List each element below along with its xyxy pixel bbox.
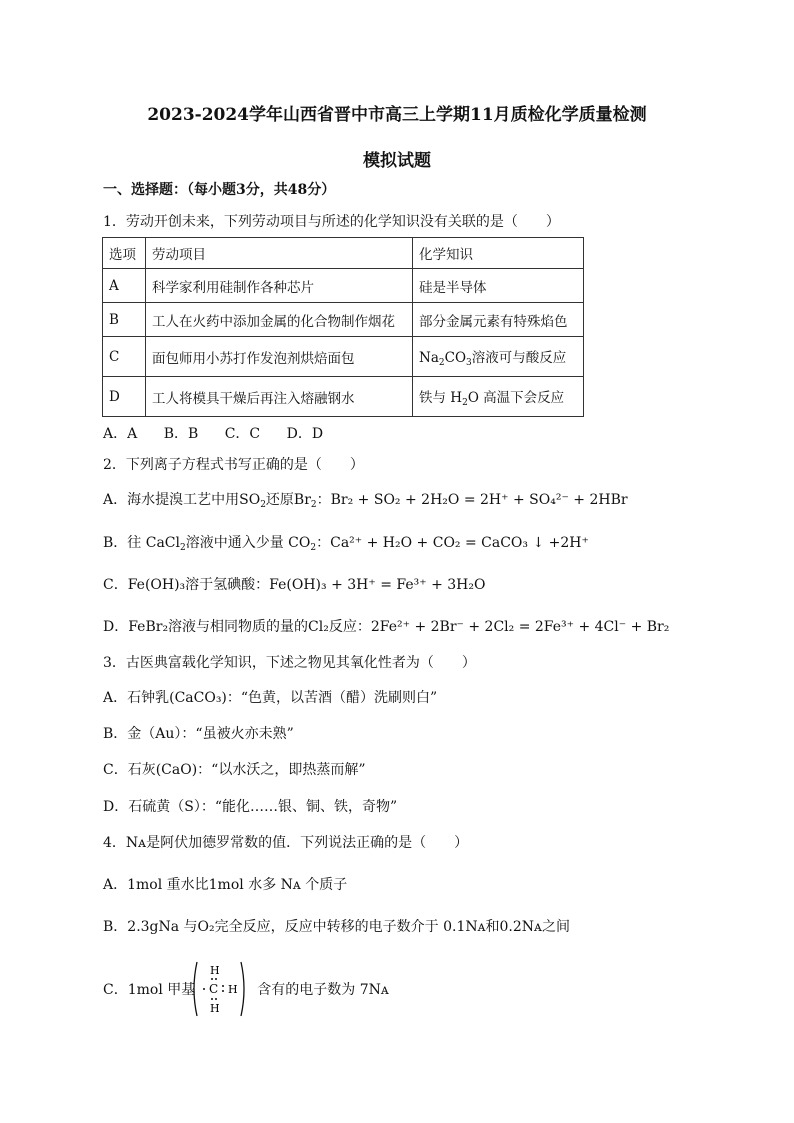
q3-option-c: C．石灰(CaO)：“以水沃之，即热蒸而解” (103, 762, 366, 778)
methyl-structure-diagram (190, 960, 248, 1018)
q4-option-b: B．2.3gNa 与O₂完全反应，反应中转移的电子数介于 0.1Nᴀ和0.2Nᴀ之间 (103, 919, 570, 935)
q1-table (102, 237, 584, 417)
q2-stem: 2．下列离子方程式书写正确的是（ ） (103, 457, 364, 473)
row-knowledge: $Na_2CO_3$溶液可与酸反应 (413, 337, 584, 377)
q1-option-c: C．C (224, 426, 261, 442)
atom-center: C (209, 982, 219, 996)
table-row (103, 269, 584, 303)
left-paren-icon (194, 962, 197, 1016)
row-project: 科学家利用硅制作各种芯片 (146, 269, 413, 303)
row-project: 面包师用小苏打作发泡剂烘焙面包 (146, 337, 413, 377)
atom-top: H (210, 964, 220, 977)
q2-option-a: A．海水提溴工艺中用$SO_2$还原$Br_2$：Br₂ + SO₂ + 2H₂O = 2H⁺ + SO₄²⁻ + 2HBr (103, 492, 628, 510)
q1-option-a: A．A (103, 426, 138, 442)
q3-option-d: D．石硫黄（S）：“能化……银、铜、铁，奇物” (103, 799, 398, 815)
q4-stem: 4．Nᴀ是阿伏加德罗常数的值．下列说法正确的是（ ） (103, 835, 469, 851)
header-option: 选项 (103, 238, 146, 269)
header-knowledge: 化学知识 (413, 238, 584, 269)
q4-option-a: A．1mol 重水比1mol 水多 Nᴀ 个质子 (103, 877, 348, 893)
atom-right: H (228, 983, 238, 996)
q3-option-b: B．金（Au）：“虽被火亦未熟” (103, 726, 294, 742)
q2-option-d: D．FeBr₂溶液与相同物质的量的Cl₂反应：2Fe²⁺ + 2Br⁻ + 2Cl₂ = 2Fe³⁺ + 4Cl⁻ + Br₂ (103, 619, 670, 635)
q1-option-d: D．D (286, 426, 324, 442)
row-option: B (103, 303, 146, 337)
table-row (103, 337, 584, 377)
page-subtitle: 模拟试题 (363, 151, 431, 171)
section-heading: 一、选择题：（每小题3分，共48分） (103, 182, 336, 198)
table-row (103, 303, 584, 337)
header-project: 劳动项目 (146, 238, 413, 269)
page-title: 2023-2024学年山西省晋中市高三上学期11月质检化学质量检测 (147, 105, 647, 125)
row-knowledge: 硅是半导体 (413, 269, 584, 303)
q2-option-c: C．Fe(OH)₃溶于氢碘酸：Fe(OH)₃ + 3H⁺ = Fe³⁺ + 3H₂O (103, 577, 486, 593)
row-knowledge: 铁与 $H_2O$ 高温下会反应 (413, 377, 584, 417)
row-project: 工人将模具干燥后再注入熔融钢水 (146, 377, 413, 417)
row-project: 工人在火药中添加金属的化合物制作烟花 (146, 303, 413, 337)
atom-bottom: H (210, 1002, 220, 1015)
q2-option-b: B．往 CaCl$_2$溶液中通入少量 $CO_2$：Ca²⁺ + H₂O + CO₂ = CaCO₃ ↓ +2H⁺ (103, 535, 589, 553)
row-knowledge: 部分金属元素有特殊焰色 (413, 303, 584, 337)
row-option: D (103, 377, 146, 417)
q1-options (103, 424, 345, 444)
q4-option-c: C．1mol 甲基 含有的电子数为 7Nᴀ (103, 982, 389, 998)
table-header-row (103, 238, 584, 269)
table-row (103, 377, 584, 417)
q1-stem: 1．劳动开创未来，下列劳动项目与所述的化学知识没有关联的是（ ） (103, 214, 560, 230)
right-paren-icon (241, 962, 244, 1016)
q1-option-b: B．B (163, 426, 199, 442)
q3-stem: 3．古医典富载化学知识，下述之物见其氧化性者为（ ） (103, 655, 476, 671)
row-option: C (103, 337, 146, 377)
q3-option-a: A．石钟乳(CaCO₃)：“色黄，以苦酒（醋）洗刷则白” (103, 690, 438, 706)
row-option: A (103, 269, 146, 303)
